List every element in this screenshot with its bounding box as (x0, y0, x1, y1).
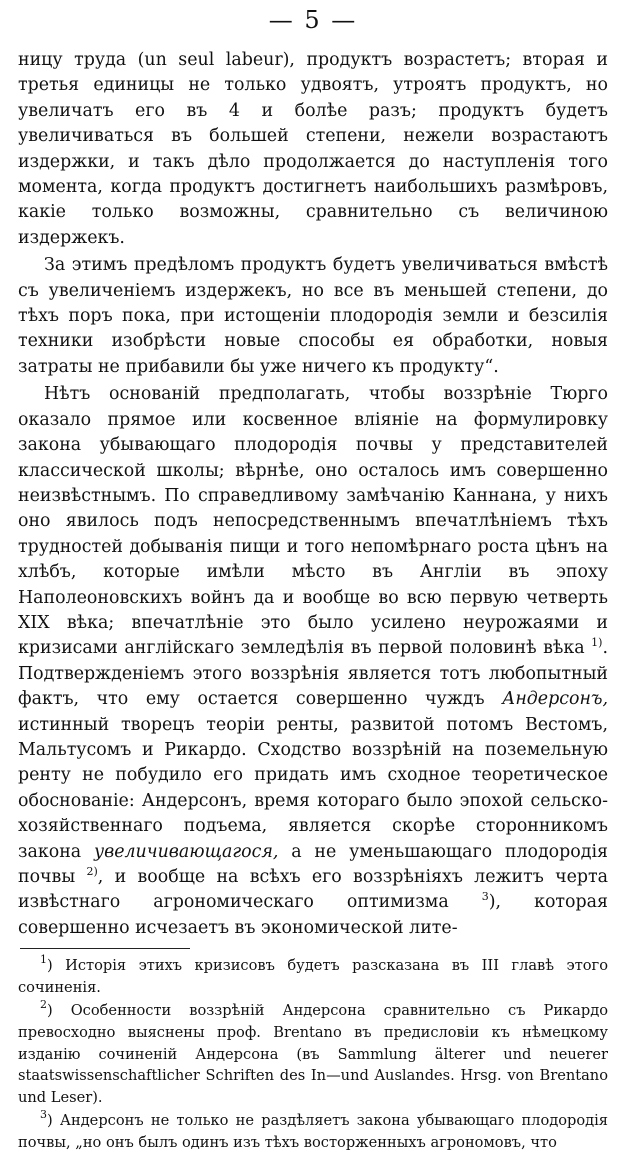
book-page (18, 6, 608, 1154)
footnote-marker-2: 2 (40, 998, 47, 1012)
paragraph-2: За этимъ предѣломъ продуктъ будетъ увеличиваться вмѣстѣ съ увеличеніемъ издержекъ, но все въ меньшей степени, до тѣхъ поръ пока, при истощеніи плодородія земли и безсилія техники изобрѣсти новые способы ея обработки, новыя затраты не прибавили бы уже ничего къ продукту“. (18, 255, 608, 377)
paragraph-3 (18, 382, 608, 941)
paragraph-3-text-a: Нѣтъ основаній предполагать, чтобы воззрѣніе Тюрго оказало прямое или косвенное вліяніе на формулировку закона убывающаго плодородія почвы у представителей классической школы; вѣрнѣе, оно осталось имъ совершенно неизвѣстнымъ. По справедливому замѣчанію Каннана, у нихъ оно явилось подъ непосредственнымъ впечатлѣніемъ тѣхъ трудностей добыванія пищи и того непомѣрнаго роста цѣнъ на хлѣбъ, которые имѣли мѣсто въ Англіи въ эпоху Наполеоновскихъ войнъ да и вообще во всю первую четверть XIX вѣка; впечатлѣніе это было усилено неурожаями и кризисами англійскаго земледѣлія въ первой половинѣ вѣка (18, 384, 608, 659)
page-number: — 5 — (268, 6, 358, 34)
footnotes (18, 955, 608, 1153)
paragraph-3-text-f: ), которая совершенно исчезаетъ въ экономической лите- (18, 892, 608, 938)
main-text (18, 48, 608, 941)
footnote-3 (18, 1110, 608, 1153)
footnote-1 (18, 955, 608, 998)
footnote-2-text: ) Особенности воззрѣній Андерсона сравнительно съ Рикардо превосходно выяснены проф. Brentano въ предисловіи къ нѣмецкому изданію сочиненій Андерсона (въ Sammlung älterer und neuerer staatswissenschaftlicher Schriften des In—und Auslandes. Hrsg. von Brentano und Leser). (18, 1002, 608, 1106)
footnote-3-text: ) Андерсонъ не только не раздѣляетъ закона убывающаго плодородія почвы, „но онъ былъ одинъ изъ тѣхъ восторженныхъ агрономовъ, что (18, 1112, 608, 1151)
paragraph-3-text-b: . Подтвержденіемъ этого воззрѣнія является тотъ любопытный фактъ, что ему остается совершенно чуждъ (18, 638, 608, 710)
paragraph-3-text-d: а не уменьшающаго плодородія почвы (18, 841, 608, 887)
italic-uvelichivayushchagosya: увеличивающагося, (93, 841, 279, 862)
footnote-ref-1: 1) (591, 636, 603, 650)
footnote-1-text: ) Исторія этихъ кризисовъ будетъ разсказана въ III главѣ этого сочиненія. (18, 957, 608, 996)
paragraph-1: ницу труда (un seul labeur), продуктъ возрастетъ; вторая и третья единицы не только удвоятъ, утроятъ продуктъ, но увеличатъ его въ 4 и болѣе разъ; продуктъ будетъ увеличиваться въ большей степени, нежели возрастаютъ издержки, и такъ дѣло продолжается до наступленія того момента, когда продуктъ достигнетъ наибольшихъ размѣровъ, какіе только возможны, сравнительно съ величиною издержекъ. (18, 50, 608, 248)
footnote-marker-1: 1 (40, 953, 47, 967)
paragraph-3-text-e: , и вообще на всѣхъ его воззрѣніяхъ лежитъ черта извѣстнаго агрономическаго оптимизма (18, 867, 608, 913)
footnote-ref-2: 2) (86, 865, 98, 878)
footnote-marker-3: 3 (40, 1108, 47, 1122)
footnote-ref-3: 3 (481, 890, 489, 904)
footnote-2 (18, 1000, 608, 1108)
italic-andersonъ: Андерсонъ, (502, 689, 609, 710)
paragraph-3-text-c: истинный творецъ теоріи ренты, развитой потомъ Вестомъ, Мальтусомъ и Рикардо. Сходство воззрѣній на поземельную ренту не побудило его придать имъ сходное теоретическое обоснованіе: Андерсонъ, время котораго было эпохой сельско-хозяйственнаго подъема, является скорѣе сторонникомъ закона (18, 714, 608, 862)
footnote-separator (20, 948, 190, 949)
